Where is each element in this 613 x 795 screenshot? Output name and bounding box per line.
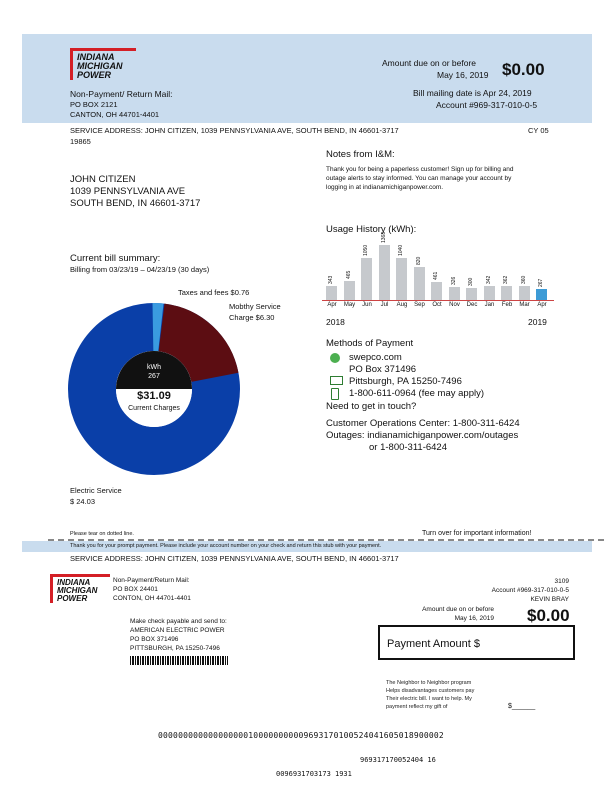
service-code: 19865 [70,137,91,146]
usage-bar-value: 362 [503,275,509,284]
notes-line-1: Thank you for being a paperless customer! Sign up for billing and [326,166,514,173]
globe-icon [330,353,340,363]
usage-month-label: Nov [449,302,460,308]
scan-code-2: 969317170052404 16 [360,756,436,764]
payment-amount-label: Payment Amount $ [387,638,480,650]
company-logo [70,48,136,80]
stub-city: CONTON, OH 44701-4401 [113,595,191,602]
payment-city: Pittsburgh, PA 15250-7496 [349,376,462,387]
return-city: CANTON, OH 44701-4401 [70,110,160,119]
turn-over-note: Turn over for important information! [422,530,532,537]
customer-street: 1039 PENNSYLVANIA AVE [70,186,186,197]
usage-bar-value: 465 [345,270,352,279]
neighbor-line-2: Helps disadvantages customers pay [386,688,475,694]
year-start: 2018 [326,317,345,327]
neighbor-line-1: The Neighbor to Neighbor program [386,680,472,686]
usage-title: Usage History (kWh): [326,224,417,235]
touch-title: Need to get in touch? [326,401,417,412]
payee-name: AMERICAN ELECTRIC POWER [130,627,225,634]
neighbor-block [386,679,474,711]
total-label: Current Charges [128,405,180,412]
customer-city: SOUTH BEND, IN 46601-3717 [70,198,201,209]
notes-title: Notes from I&M: [326,149,395,160]
ops-center: Customer Operations Center: 1-800-311-6424 [326,418,520,429]
customer-name: JOHN CITIZEN [70,174,136,185]
usage-bar-value: 267 [538,278,544,287]
usage-bar [466,288,477,300]
amount-due-label: Amount due on or before [382,58,477,68]
payment-title: Methods of Payment [326,338,414,349]
due-date: May 16, 2019 [437,70,489,80]
account-number: Account #969-317-010-0-5 [436,100,538,110]
scan-code-3: 0096931703173 1931 [276,770,352,778]
monthly-charge-1: Mobthy Service [229,302,281,311]
usage-bar [431,282,442,300]
usage-bar [396,258,407,300]
payee-po: PO BOX 371496 [130,636,179,643]
usage-bar-value: 342 [485,275,492,284]
stub-num: 3109 [554,578,569,585]
usage-month-label: Aug [396,302,408,308]
thanks-note: Thank you for your prompt payment. Please include your account number on your check and return this stub with your payment. [70,543,382,549]
payable-label: Make check payable and send to: [130,618,227,625]
stub-due-block [408,605,494,623]
phone-icon [331,388,339,400]
usage-month-label: May [343,302,356,308]
summary-title: Current bill summary: [70,253,161,264]
usage-month-label: Apr [327,302,337,308]
stub-account-block [450,577,569,604]
usage-bar [449,287,460,300]
cycle-code: CY 05 [528,126,549,135]
usage-month-label: Jan [484,302,495,308]
usage-bar-value: 1368 [380,231,387,243]
return-mail-label: Non-Payment/ Return Mail: [70,89,173,99]
payment-amount-box[interactable] [378,625,575,660]
outages-line: Outages: indianamichiganpower.com/outages [326,430,519,441]
electric-value: $ 24.03 [70,497,96,506]
usage-bar-value: 1040 [398,244,404,256]
usage-bar-value: 820 [415,256,422,265]
usage-chart [322,231,554,310]
stub-amount: $0.00 [527,606,570,625]
kwh-value: 267 [148,373,160,380]
usage-baseline [322,300,554,301]
charges-donut [68,303,240,475]
notes-body [326,165,514,192]
stub-due-date: May 16, 2019 [454,615,494,622]
kwh-label: kWh [147,364,161,371]
payable-block [130,617,227,653]
usage-bar [379,245,390,300]
usage-month-label: Dec [466,302,478,308]
usage-bar-value: 300 [468,277,474,286]
taxes-label: Taxes and fees $0.76 [178,288,250,297]
usage-month-label: Sep [414,302,425,308]
micr-line: 000000000000000000100000000009693170100524041605018900002 [158,731,444,740]
usage-month-label: Apr [537,302,547,308]
stub-account: Account #969-317-010-0-5 [491,587,569,594]
tear-note: Please tear on dotted line. [70,531,134,537]
usage-bar [536,289,547,300]
usage-month-label: Mar [519,302,530,308]
payment-po: PO Box 371496 [349,364,417,375]
usage-bar [414,267,425,300]
notes-line-3: logging in at indianamichiganpower.com. [326,184,444,191]
usage-month-label: Jul [380,302,389,308]
year-end: 2019 [528,317,547,327]
stub-return-block [113,576,191,603]
total-charges: $31.09 [137,390,171,402]
monthly-charge-2: Charge $6.30 [229,313,275,322]
stub-logo-text: INDIANA MICHIGAN POWER [57,578,98,603]
notes-line-2: outage alerts to stay informed. You can manage your account by [326,175,512,182]
usage-bar [361,258,372,300]
neighbor-line-4: payment reflect my gift of [386,704,448,710]
logo-text: INDIANA MICHIGAN POWER [77,52,123,80]
billing-period: Billing from 03/23/19 – 04/23/19 (30 days) [70,265,210,274]
usage-bar-value: 343 [328,275,334,284]
usage-bar-value: 326 [450,276,457,285]
usage-bar-value: 461 [433,271,439,280]
mailing-date: Bill mailing date is Apr 24, 2019 [413,88,532,98]
usage-month-label: Oct [432,302,442,308]
gift-amount-field[interactable]: $______ [508,703,536,710]
stub-service-address: SERVICE ADDRESS: JOHN CITIZEN, 1039 PENNSYLVANIA AVE, SOUTH BEND, IN 46601-3717 [70,554,399,563]
usage-bar-value: 1050 [363,244,369,256]
mail-icon [330,376,343,385]
usage-bar [501,286,512,300]
electric-label: Electric Service [70,486,122,495]
postal-barcode [130,656,228,665]
usage-bar [519,286,530,300]
neighbor-line-3: Their electric bill. I want to help. My [386,696,472,702]
outages-phone: or 1-800-311-6424 [369,442,447,453]
usage-month-label: Feb [501,302,513,308]
kwh-block [120,363,188,381]
stub-due-label: Amount due on or before [422,606,494,613]
usage-bar [484,286,495,300]
usage-bar [344,281,355,300]
stub-logo [50,574,110,603]
payment-web[interactable]: swepco.com [349,352,402,363]
stub-name: KEVIN BRAY [530,596,569,603]
payee-city: PITTSBURGH, PA 15250-7496 [130,645,220,652]
stub-return-label: Non-Payment/Return Mail: [113,577,190,584]
usage-bar-value: 360 [520,275,527,284]
stub-po: PO BOX 24401 [113,586,158,593]
usage-bar [326,286,337,300]
return-po: PO BOX 2121 [70,100,118,109]
amount-due: $0.00 [502,60,545,79]
service-address: SERVICE ADDRESS: JOHN CITIZEN, 1039 PENNSYLVANIA AVE, SOUTH BEND, IN 46601-3717 [70,126,399,135]
payment-phone: 1-800-611-0964 (fee may apply) [349,388,485,399]
usage-month-label: Jun [362,302,372,308]
